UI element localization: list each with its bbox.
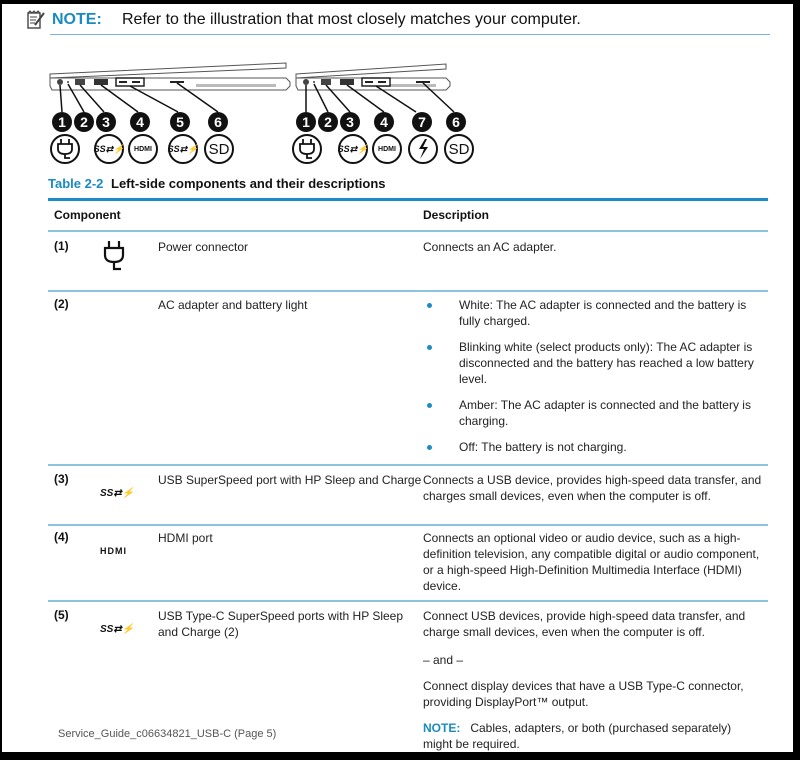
component-label: HDMI port [158, 531, 213, 545]
top-note [26, 8, 770, 38]
callout-7: 7 [412, 112, 432, 132]
row-number: (5) [54, 608, 69, 622]
usb-ss-charge-icon: SS⇄⚡ [100, 488, 135, 499]
component-label: USB SuperSpeed port with HP Sleep and Charge [158, 473, 422, 487]
status-item-off: Off: The battery is not charging. [423, 439, 768, 455]
usb-ss-charge-icon: SS⇄⚡ [100, 624, 135, 635]
note-icon [26, 10, 46, 30]
table-top-rule [48, 198, 768, 201]
status-item-blinking: Blinking white (select products only): The AC adapter is disconnected and the battery has reached a low battery level. [423, 339, 768, 387]
callout-4: 4 [130, 112, 150, 132]
laptop-illustrations [46, 60, 486, 170]
callout-2: 2 [318, 112, 338, 132]
note-label: NOTE: [52, 11, 102, 28]
component-label: USB Type-C SuperSpeed ports with HP Sleep and Charge (2) [158, 609, 404, 639]
component-description: Connects a USB device, provides high-speed data transfer, and charges small devices, even when the computer is off. [423, 473, 762, 503]
usb-ss-charge-icon: SS ⇄⚡ [338, 134, 368, 164]
callout-3: 3 [96, 112, 116, 132]
row-rule [48, 464, 768, 466]
column-header-description: Description [423, 208, 490, 222]
component-description: Connects an optional video or audio device, such as a high-definition television, any compatible digital or audio component, or a high-speed High-Definition Multimedia Interface (HDMI) device. [423, 531, 760, 593]
callout-3: 3 [340, 112, 360, 132]
laptop-illustration-2 [296, 64, 454, 112]
cable-note [423, 720, 763, 752]
callout-6: 6 [208, 112, 228, 132]
table-number: Table 2-2 [48, 176, 104, 191]
power-icon [292, 134, 322, 164]
hdmi-icon: HDMI [372, 134, 402, 164]
usb-ss-charge-icon: SS ⇄⚡ [94, 134, 124, 164]
power-icon [50, 134, 80, 164]
sd-card-icon: SD [204, 134, 234, 164]
row-rule [48, 290, 768, 292]
component-description: Connect USB devices, provide high-speed data transfer, and charge small devices, even when the computer is off. [423, 609, 746, 639]
status-list [423, 297, 768, 465]
hdmi-icon: HDMI [128, 134, 158, 164]
table-caption [48, 176, 386, 191]
component-label: AC adapter and battery light [158, 298, 308, 312]
document-page [2, 4, 793, 752]
row-number: (1) [54, 239, 69, 253]
table-title: Left-side components and their descriptions [111, 176, 386, 191]
sd-card-icon: SD [444, 134, 474, 164]
row-rule [48, 600, 768, 602]
laptop-illustration-1 [50, 63, 290, 112]
callout-5: 5 [170, 112, 190, 132]
row-number: (3) [54, 472, 69, 486]
row-number: (4) [54, 530, 69, 544]
and-separator: – and – [423, 653, 464, 667]
callout-1: 1 [296, 112, 316, 132]
page-footer: Service_Guide_c06634821_USB-C (Page 5) [58, 728, 277, 740]
row-number: (2) [54, 297, 69, 311]
cable-note-text: Cables, adapters, or both (purchased separately) might be required. [423, 721, 732, 751]
header-rule [48, 230, 768, 232]
component-description: Connects an AC adapter. [423, 240, 557, 254]
power-icon [102, 240, 126, 272]
row-rule [48, 524, 768, 526]
thunderbolt-icon [408, 134, 438, 164]
callout-4: 4 [374, 112, 394, 132]
hdmi-icon: HDMI [100, 546, 127, 556]
note-text: Refer to the illustration that most closely matches your computer. [122, 11, 581, 28]
callout-2: 2 [74, 112, 94, 132]
callout-6: 6 [446, 112, 466, 132]
status-item-white: White: The AC adapter is connected and the battery is fully charged. [423, 297, 768, 329]
column-header-component: Component [54, 208, 121, 222]
usb-ss-charge-icon: SS ⇄⚡ [168, 134, 198, 164]
component-description-2: Connect display devices that have a USB Type-C connector, providing DisplayPort™ output. [423, 679, 744, 709]
note-divider [50, 34, 770, 35]
component-label: Power connector [158, 240, 249, 254]
status-item-amber: Amber: The AC adapter is connected and the battery is charging. [423, 397, 768, 429]
cable-note-label: NOTE: [423, 721, 461, 735]
callout-1: 1 [52, 112, 72, 132]
